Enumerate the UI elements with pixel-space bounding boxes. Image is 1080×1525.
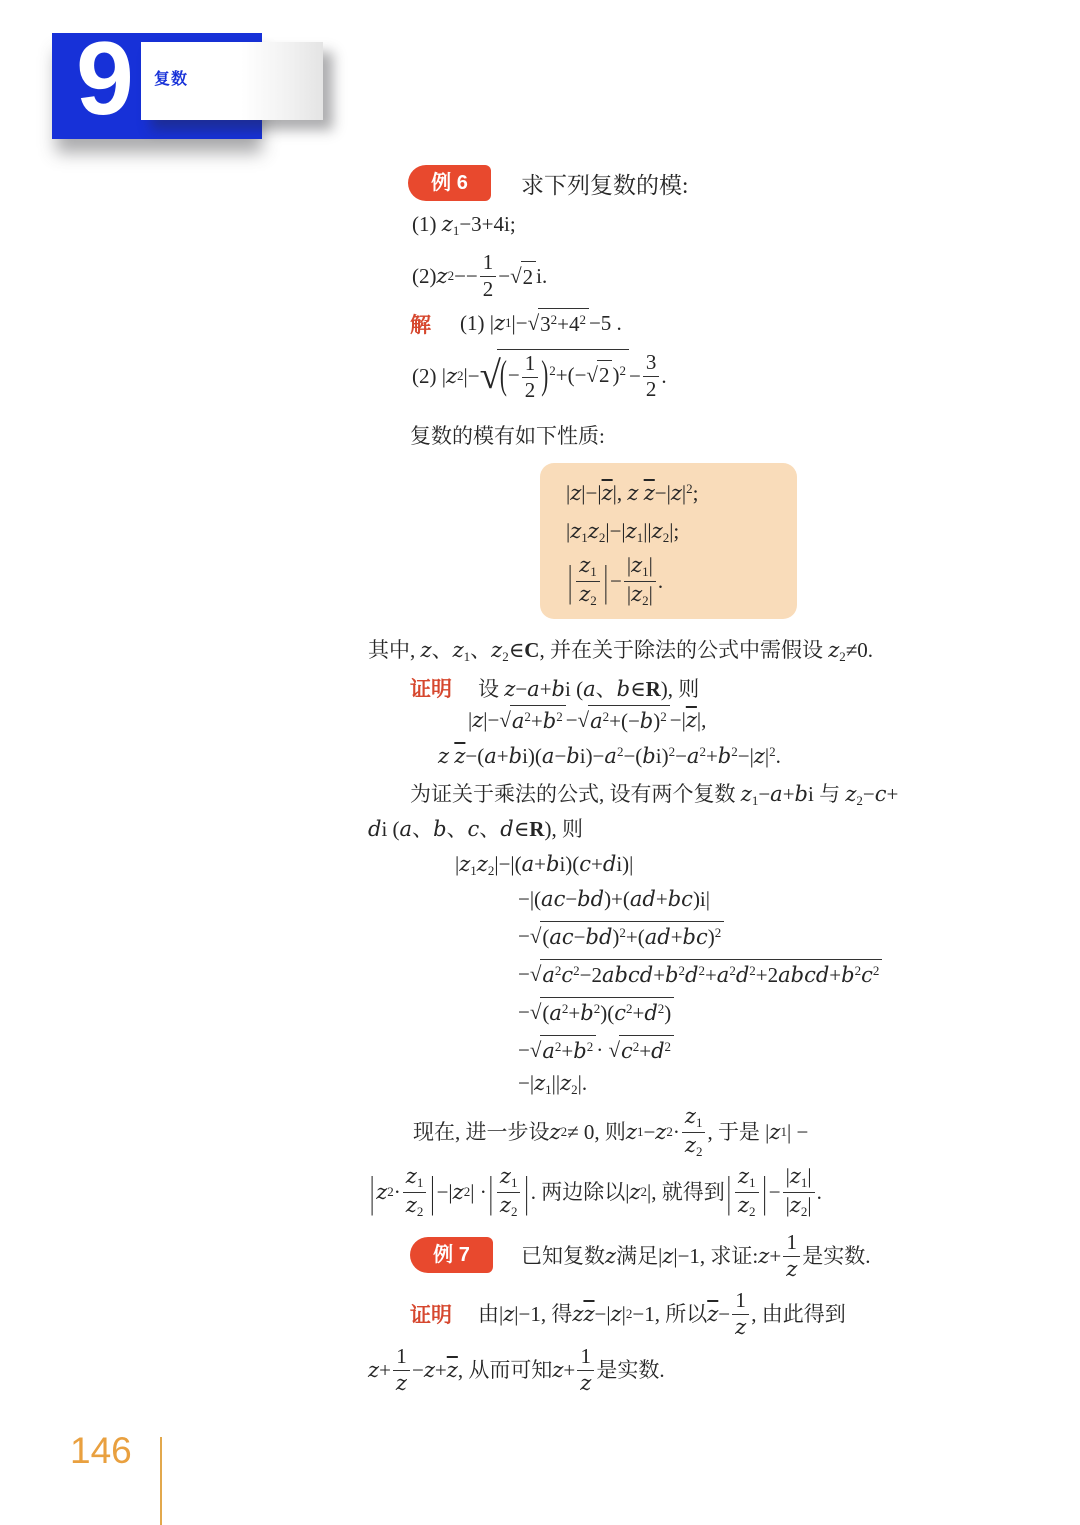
proof2-line-2: z + 1 z − z + $\overline{z}$ , 从而可知 z + 1 z 是实数.: [368, 1343, 665, 1395]
chain-line-1: $|z_1z_2|-|(a+bi)(c+di)|$: [455, 852, 634, 878]
proof1-line-1: | z |−√ $a^2+b^2$ −√ $a^2+(-b)^2$ −| $\overline{z}$ |,: [468, 702, 706, 738]
multiplication-intro-line-1: 为证关于乘法的公式, 设有两个复数 $z_1-a+bi$ 与 $z_2-c+$: [410, 782, 899, 808]
proof1-intro: 设 z−a+bi (a、b∈R), 则: [478, 677, 700, 701]
example7-badge: 例 7: [410, 1237, 493, 1273]
properties-note: 其中, z、$z_1$、$z_2\in C$, 并在关于除法的公式中需假设 $z_2\ne 0$.: [368, 638, 874, 664]
chain-line-4: −√ $a^2c^2-2abcd+b^2d^2+a^2d^2+2abcd+b^2c^2$: [518, 956, 882, 992]
chapter-number: 9: [76, 21, 134, 137]
property-line-2: $|z_1z_2|-|z_1||z_2|$;: [566, 519, 680, 545]
proof2-line-1: 由| z |−1, 得 z $\overline{z}$ −| z | 2 −1, 所以 $\overline{z}$ − 1 z , 由此得到: [478, 1287, 846, 1339]
chain-line-5: −√ $(a^2+b^2)(c^2+d^2)$: [518, 994, 674, 1030]
multiplication-intro-line-2: di (a、b、c、d∈R), 则: [368, 817, 583, 841]
example6-problem-2: (2) z 2 −− 1 2 −√ 2 i.: [412, 249, 548, 301]
chain-line-6: −√ $a^2+b^2$ · √ $c^2+d^2$: [518, 1032, 674, 1068]
example6-badge: 例 6: [408, 165, 491, 201]
proof1-line-2: z $\overline{z}-(a+bi)(a-bi)-a^2-(bi)^2-a^2+b^2-|z|^2$.: [438, 744, 781, 768]
division-line-2: | z 2 · $z_1$ $z_2$ | −| z 2 | · | $z_1$ $z_2$ | . 两边除以| z 2 |, 就得到 | $z_1$ $z_2$ | − $|z_1|$ $|z_2|$ .: [370, 1163, 822, 1219]
example6-problem-1: (1) $z_1-3+4i$;: [412, 212, 516, 238]
division-line-1: 现在, 进一步设 z 2 ≠ 0, 则 z 1 − z 2 · $z_1$ $z_2$ , 于是 | z 1 | −: [413, 1103, 809, 1159]
chain-line-7: $-|z_1||z_2|$.: [518, 1071, 588, 1097]
proof1-label: 证明: [410, 677, 452, 701]
properties-box: [540, 463, 797, 619]
solution-line-2: (2) | z 2 |− √ (− $\frac{1}{2}$ )$^2$+(−√2 )$^2$ − 3 2 .: [412, 349, 667, 402]
chain-line-2: −|(ac−bd)+(ad+bc)i|: [518, 887, 710, 911]
properties-intro: 复数的模有如下性质:: [410, 424, 605, 448]
example6-title: 求下列复数的模:: [521, 173, 689, 198]
proof2-label: 证明: [410, 1303, 452, 1327]
property-line-1: $|z|-|\overline{z}|$, z $\overline{z}-|z|^2$;: [566, 481, 699, 505]
chapter-title: 复数: [154, 71, 189, 88]
chain-line-3: −√ $(ac-bd)^2+(ad+bc)^2$: [518, 918, 724, 954]
footer-divider: [160, 1437, 162, 1525]
solution-line-1: (1) | z 1 |−√ $3^2+4^2$ −5 .: [460, 305, 622, 341]
page-number: 146: [70, 1430, 132, 1471]
example7-title: 已知复数 z 满足| z |−1, 求证: z + 1 z 是实数.: [521, 1229, 871, 1281]
property-line-3: | $z_1$ $z_2$ | − $|z_1|$ $|z_2|$ .: [568, 552, 664, 608]
solution-label: 解: [410, 313, 431, 337]
